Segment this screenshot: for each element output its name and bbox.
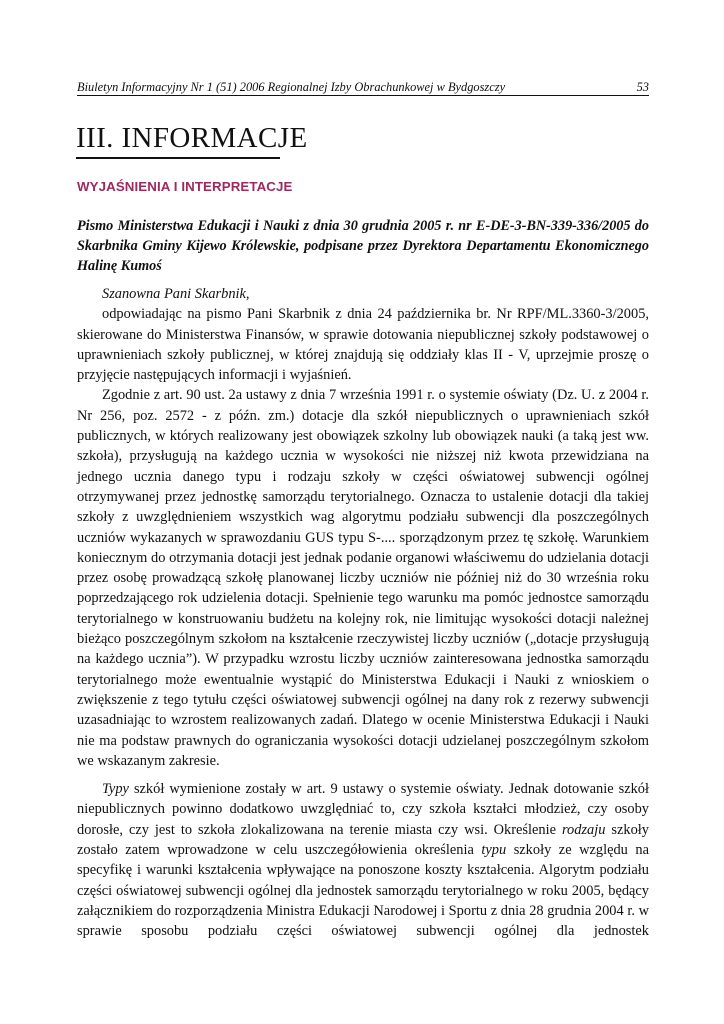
emphasis-typy: Typy [102,781,129,798]
page-number: 53 [636,80,649,94]
chapter-title: III. INFORMACJE [76,122,308,154]
journal-title: Biuletyn Informacyjny Nr 1 (51) 2006 Regionalnej Izby Obrachunkowej w Bydgoszczy [77,80,506,94]
paragraph-3-part-1: szkół wymienione zostały w art. 9 ustawy o systemie oświaty. Jednak dotowanie szkół niepublicznych powinno dodatkowo uwzględniać to, czy szkoła kształci młodzież, czy osoby dorosłe, czy jest to szkoła zlokalizowana na terenie miasta czy wsi. Określenie [77,781,649,838]
paragraph-1: odpowiadając na pismo Pani Skarbnik z dnia 24 października br. Nr RPF/ML.3360-3/2005, skierowane do Ministerstwa Finansów, w sprawie dotowania niepublicznej szkoły podstawowej o uprawnieniach szkoły publicznej, w której znajdują się oddziały klas II - V, uprzejmie proszę o przyjęcie następujących informacji i wyjaśnień. [77,306,649,384]
salutation: Szanowna Pani Skarbnik, [102,286,250,302]
paragraph-2: Zgodnie z art. 90 ust. 2a ustawy z dnia 7 września 1991 r. o systemie oświaty (Dz. U. z 2004 r. Nr 256, poz. 2572 - z późn. zm.) dotacje dla szkół niepublicznych o uprawnieniach szkół publicznych, w których realizowany jest obowiązek szkolny lub obowiązek nauki (a taką jest ww. szkoła), przysługują na każdego ucznia w wysokości nie niższej niż kwota przewidziana na jednego ucznia danego typu i rodzaju szkoły w części oświatowej subwencji ogólnej otrzymywanej przez jednostkę samorządu terytorialnego. Oznacza to ustalenie dotacji dla takiej szkoły z uwzględnieniem wszystkich wag algorytmu podziału subwencji dla poszczególnych uczniów wykazanych w sprawozdaniu GUS typu S-.... sporządzonym przez tę szkołę. Warunkiem koniecznym do otrzymania dotacji jest jednak podanie organowi właściwemu do udzielania dotacji przez osobę prowadzącą szkołę planowanej liczby uczniów nie później niż do 30 września roku poprzedzającego rok udzielenia dotacji. Spełnienie tego warunku ma pomóc jednostce samorządu terytorialnego w konstruowaniu budżetu na kolejny rok, nie limitując wysokości dotacji należnej bieżąco poszczególnym szkołom na kształcenie rzeczywistej liczby uczniów („dotacje przysługują na każdego ucznia”). W przypadku wzrostu liczby uczniów zainteresowana jednostka samorządu terytorialnego może ewentualnie wystąpić do Ministerstwa Edukacji i Nauki z wnioskiem o zwiększenie z tego tytułu części oświatowej subwencji ogólnej na dany rok z rezerwy subwencji uzasadniając to wzrostem realizowanych zadań. Dlatego w ocenie Ministerstwa Edukacji i Nauki nie ma podstaw prawnych do ograniczania wysokości dotacji udzielanej poszczególnym szkołom we wskazanym zakresie. [77,387,649,769]
paragraph-3-part-3: szkoły ze względu na specyfikę i warunki kształcenia wpływające na ponoszone koszty kształcenia. Algorytm podziału części oświatowej subwencji ogólnej dla jednostek samorządu terytorialnego w roku 2005, będący załącznikiem do rozporządzenia Ministra Edukacji Narodowej i Sportu z dnia 28 grudnia 2004 r. w sprawie sposobu podziału części oświatowej subwencji ogólnej dla jednostek [77,842,649,940]
section-title: WYJAŚNIENIA I INTERPRETACJE [77,179,293,194]
letter-body [77,284,649,942]
emphasis-typu: typu [481,842,507,859]
paragraph-3-part-2: szkoły zostało zatem wprowadzone w celu uszczegółowienia określenia [77,821,649,859]
paragraph-3 [77,779,649,941]
header-divider [77,95,649,96]
chapter-underline [76,157,280,159]
emphasis-rodzaju: rodzaju [561,821,606,838]
running-header [77,80,649,94]
document-title: Pismo Ministerstwa Edukacji i Nauki z dnia 30 grudnia 2005 r. nr E-DE-3-BN-339-336/2005 do Skarbnika Gminy Kijewo Królewskie, podpisane przez Dyrektora Departamentu Ekonomicznego Halinę Kumoś [77,218,649,274]
